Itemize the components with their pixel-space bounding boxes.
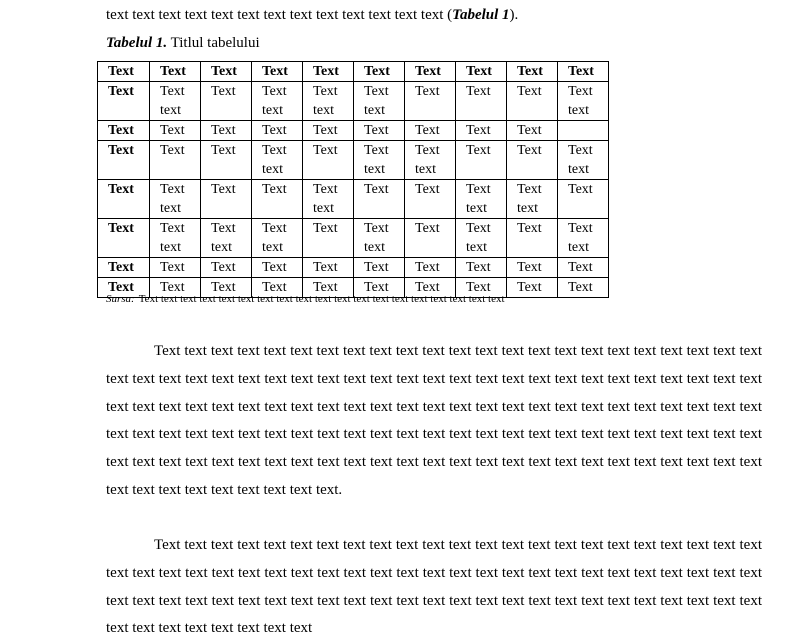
table-cell: Text text — [558, 219, 609, 258]
table-cell: Text text — [558, 141, 609, 180]
table-cell: Text — [405, 180, 456, 219]
table-cell: Text — [456, 121, 507, 141]
table-caption-title: Titlul tabelului — [167, 35, 260, 51]
table-cell: Text — [303, 278, 354, 298]
row-label-cell: Text — [98, 180, 150, 219]
table-cell: Text text — [507, 180, 558, 219]
table-cell: Text — [201, 180, 252, 219]
table-cell: Text — [303, 258, 354, 278]
table-cell: Text text — [354, 219, 405, 258]
table-cell: Text text — [252, 141, 303, 180]
source-label: Sursa: — [106, 293, 135, 305]
table-cell: Text text — [252, 82, 303, 121]
table-cell: Text — [405, 121, 456, 141]
table-cell: Text — [405, 219, 456, 258]
table-cell: Text — [201, 82, 252, 121]
header-cell: Text — [354, 62, 405, 82]
table-cell: Text — [252, 258, 303, 278]
table-cell: Text — [303, 121, 354, 141]
header-cell: Text — [303, 62, 354, 82]
table-header-row — [98, 62, 609, 82]
table-cell: Text — [354, 180, 405, 219]
table-cell: Text — [507, 258, 558, 278]
table-cell: Text — [456, 278, 507, 298]
header-cell: Text — [507, 62, 558, 82]
table-cell: Text text — [303, 180, 354, 219]
table-cell: Text text — [405, 141, 456, 180]
table-cell: Text text — [354, 82, 405, 121]
table-cell: Text — [201, 278, 252, 298]
table-cell: Text — [252, 278, 303, 298]
table-cell: Text — [558, 180, 609, 219]
table-cell: Text — [456, 141, 507, 180]
row-label-cell: Text — [98, 258, 150, 278]
table-cell: Text — [303, 219, 354, 258]
header-cell: Text — [456, 62, 507, 82]
table-cell — [558, 121, 609, 141]
header-cell: Text — [98, 62, 150, 82]
table-cell: Text text — [201, 219, 252, 258]
row-label-cell: Text — [98, 219, 150, 258]
table-cell: Text — [507, 141, 558, 180]
table-cell: Text — [558, 258, 609, 278]
table-row — [98, 82, 609, 121]
table-cell: Text text — [150, 219, 201, 258]
row-label-cell: Text — [98, 121, 150, 141]
table-cell: Text — [201, 141, 252, 180]
table-cell: Text — [354, 258, 405, 278]
table-cell: Text — [252, 121, 303, 141]
table-row — [98, 141, 609, 180]
table-cell: Text text — [150, 82, 201, 121]
table-source — [106, 292, 505, 306]
row-label-cell: Text — [98, 278, 150, 298]
header-cell: Text — [558, 62, 609, 82]
table-cell: Text text — [456, 180, 507, 219]
table-row — [98, 258, 609, 278]
table-caption — [106, 33, 260, 53]
header-cell: Text — [405, 62, 456, 82]
table-cell: Text — [405, 278, 456, 298]
table-cell: Text text — [354, 141, 405, 180]
table-cell: Text — [201, 258, 252, 278]
table-cell: Text — [303, 141, 354, 180]
paragraph-text: Text text text text text text text text text text text text text text text text text text text text text text text text text text text text text text text text text text text text text text text text text text text text text text text text text text text text text text text text text text text text text text text text text text text text text text text text text text text text text text text text text — [106, 537, 762, 637]
table-body — [98, 62, 609, 298]
table-caption-label: Tabelul 1. — [106, 35, 168, 51]
header-cell: Text — [150, 62, 201, 82]
table-cell: Text — [405, 82, 456, 121]
data-table — [97, 61, 609, 298]
paragraph — [106, 532, 762, 643]
row-label-cell: Text — [98, 141, 150, 180]
intro-text: text text text text text text text text text text text text text ( — [106, 7, 453, 23]
table-cell: Text text — [252, 219, 303, 258]
table-cell: Text — [201, 121, 252, 141]
table-cell: Text — [507, 278, 558, 298]
intro-close: ). — [509, 7, 519, 23]
table-cell: Text — [354, 278, 405, 298]
table-cell: Text — [507, 82, 558, 121]
table-row — [98, 180, 609, 219]
table-reference: Tabelul 1 — [452, 7, 510, 23]
table-cell: Text text — [303, 82, 354, 121]
table-cell: Text — [456, 82, 507, 121]
table-cell: Text — [507, 219, 558, 258]
table-cell: Text — [150, 141, 201, 180]
table-cell: Text text — [558, 82, 609, 121]
table-cell: Text — [252, 180, 303, 219]
header-cell: Text — [201, 62, 252, 82]
header-cell: Text — [252, 62, 303, 82]
intro-line — [106, 5, 766, 25]
table-cell: Text — [150, 258, 201, 278]
table-cell: Text — [150, 121, 201, 141]
table-cell: Text text — [150, 180, 201, 219]
table-cell: Text — [405, 258, 456, 278]
table-cell: Text — [456, 258, 507, 278]
table-row — [98, 219, 609, 258]
paragraph — [106, 338, 762, 505]
table-cell: Text — [354, 121, 405, 141]
table-row — [98, 121, 609, 141]
table-cell: Text text — [456, 219, 507, 258]
paragraph-text: Text text text text text text text text text text text text text text text text text text text text text text text text text text text text text text text text text text text text text text text text text text text text text text text text text text text text text text text text text text text text text text text text text text text text text text text text text text text text text text text text text text text text text text text text text text text text text text text text text text text text text text text text text text text text text text text text text text text text text text text text text text text text text text text text text text text text. — [106, 343, 762, 498]
source-text: Text text text text text text text text text text text text text text text text text text text — [138, 293, 505, 305]
table-cell: Text — [558, 278, 609, 298]
table-cell: Text — [507, 121, 558, 141]
table-cell: Text — [150, 278, 201, 298]
row-label-cell: Text — [98, 82, 150, 121]
